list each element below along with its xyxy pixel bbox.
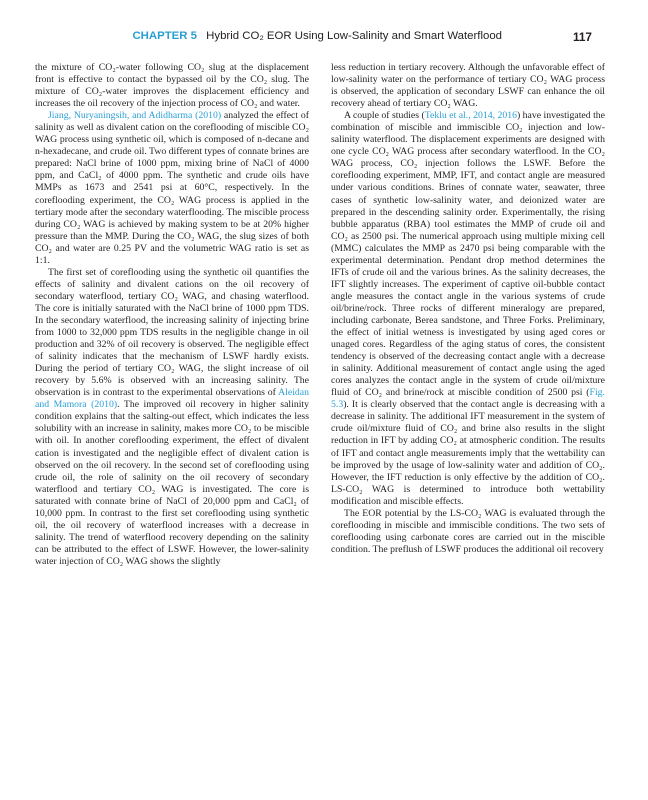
chapter-heading — [132, 30, 502, 42]
paragraph-text: The first set of coreflooding using the synthetic oil quantifies the effects of salinity and divalent cations on the oil recovery of secondary waterflood, tertiary CO₂ WAG, and chasing waterflood. The core is initially saturated with the NaCl brine of 1000 ppm TDS. In the secondary waterflood, the increasing salinity of injecting brine from 1000 to 32,000 ppm TDS results in the negligible change in oil production and 32% of oil recovery is observed. The negligible effect of salinity indicates that the mechanism of LSWF hardly exists. During the period of tertiary CO₂ WAG, the slight increase of oil recovery by 5.6% is observed with an increasing salinity. The observation is in contrast to the experimental observations of — [35, 266, 309, 399]
paragraph-text: . The improved oil recovery in higher salinity condition explains that the salting-out effect, which indicates the less solubility with an increase in salinity, makes more CO₂ to be miscible with oil. In another coreflooding experiment, the effect of divalent cation is investigated and the negligible effect of divalent cation is observed on the oil recovery. In the second set of coreflooding using crude oil, the role of salinity on the oil recovery of secondary waterflood and tertiary CO₂ WAG is investigated. The core is saturated with connate brine of NaCl of 20,000 ppm and CaCl₂ of 10,000 ppm. In contrast to the first set coreflooding using synthetic oil, the oil recovery of waterflood increases with a decrease in salinity. The trend of waterflood recovery depending on the salinity can be attributed to the effect of LSWF. However, the lower-salinity water injection of CO₂ WAG shows the slightly — [35, 399, 309, 567]
left-column — [35, 62, 309, 568]
paragraph — [331, 508, 605, 556]
paragraph-text: less reduction in tertiary recovery. Although the unfavorable effect of low-salinity water on the performance of tertiary CO₂ WAG process is observed, the application of secondary LSWF can enhance the oil recovery ahead of tertiary CO₂ WAG. — [331, 62, 605, 110]
citation-link[interactable]: Teklu et al., 2014, 2016 — [424, 110, 517, 122]
paragraph-text: analyzed the effect of salinity as well as divalent cation on the coreflooding of miscible CO₂ WAG process using synthetic oil, which is composed of n-decane and n-hexadecane, and crude oil. Two different types of connate brines are prepared: NaCl brine of 1000 ppm, mixing brine of NaCl of 4000 ppm, and CaCl₂ of 4000 ppm. The synthetic and crude oils have MMPs as 1673 and 2541 psi at 60°C, respectively. In the coreflooding experiment, the CO₂ WAG process is applied in the tertiary mode after the secondary waterflooding. The miscible process during CO₂ WAG is achieved by making system to be at 20% higher pressure than the MMP. During the CO₂ WAG, the slug sizes of both CO₂ and water are 0.25 PV and the volumetric WAG ratio is set as 1:1. — [35, 110, 310, 266]
paragraph-text: ). It is clearly observed that the contact angle is decreasing with a decrease in salinity. The additional IFT measurement in the system of crude oil/mixture fluid of CO₂ and brine also results in the slight reduction in IFT by adding CO₂ at atmospheric condition. The results of IFT and contact angle measurements imply that the wettability can be improved by the usage of low-salinity water and addition of CO₂. However, the IFT reduction is only effective by the addition of CO₂. LS-CO₂ WAG is determined to introduce both wettability modification and miscible effects. — [331, 399, 605, 507]
paragraph — [331, 62, 605, 110]
page-number: 117 — [572, 30, 592, 44]
paragraph-text: The EOR potential by the LS-CO₂ WAG is evaluated through the coreflooding in miscible and immiscible conditions. The two sets of coreflooding using carbonate cores are carried out in the miscible condition. The preflush of LSWF produces the additional oil recovery — [331, 507, 605, 555]
chapter-label: CHAPTER 5 — [132, 30, 197, 42]
citation-link[interactable]: Jiang, Nuryaningsih, and Adidharma (2010) — [48, 110, 222, 122]
figure-link[interactable]: Fig. 5.3 — [331, 387, 605, 411]
paragraph — [35, 62, 309, 110]
citation-link[interactable]: Aleidan and Mamora (2010) — [35, 387, 309, 411]
paragraph — [35, 267, 309, 568]
paragraph — [35, 110, 309, 267]
paragraph-text: the mixture of CO₂-water following CO₂ slug at the displacement front is effective to contact the bypassed oil by the CO₂ slug. The mixture of CO₂-water improves the displacement efficiency and increases the oil recovery of the injection process of CO₂ and water. — [35, 62, 309, 110]
paragraph-text: ) have investigated the combination of miscible and immiscible CO₂ injection and low-salinity waterflood. The displacement experiments are designed with one cycle CO₂ WAG process after secondary waterflood. In the CO₂ WAG process, CO₂ injection follows the LSWF. Before the coreflooding experiment, MMP, IFT, and contact angle are measured under various conditions. Brines of connate water, seawater, three cases of synthetic low-salinity water, and deionized water are prepared in the descending salinity order. Experimentally, the rising bubble apparatus (RBA) tool estimates the MMP of crude oil and CO₂ as 2500 psi. The numerical approach using multiple mixing cell (MMC) calculates the MMP as 2470 psi being comparable with the experimental determination. Pendant drop method determines the IFTs of crude oil and the various brines. As the salinity decreases, the IFT slightly increases. The experiment of captive oil-bubble contact angle measures the contact angle in the various systems of crude oil/brine/rock. Three rocks of different mineralogy are prepared, including carbonate, Berea sandstone, and Three Forks. Preliminary, the effect of initial wetness is investigated by using aged cores or unaged cores. Regardless of the aging status of cores, the consistent tendency is observed of the decreasing contact angle with a decrease in salinity. Additional measurement of contact angle using the aged cores analyzes the contact angle in the system of crude oil/mixture fluid of CO₂ and brine/rock at miscible condition of 2500 psi ( — [331, 110, 605, 399]
right-column — [331, 62, 605, 556]
running-header — [34, 30, 614, 48]
paragraph-text: A couple of studies ( — [344, 110, 425, 122]
chapter-title: Hybrid CO₂ EOR Using Low-Salinity and Smart Waterflood — [206, 30, 502, 42]
paragraph — [331, 110, 605, 508]
